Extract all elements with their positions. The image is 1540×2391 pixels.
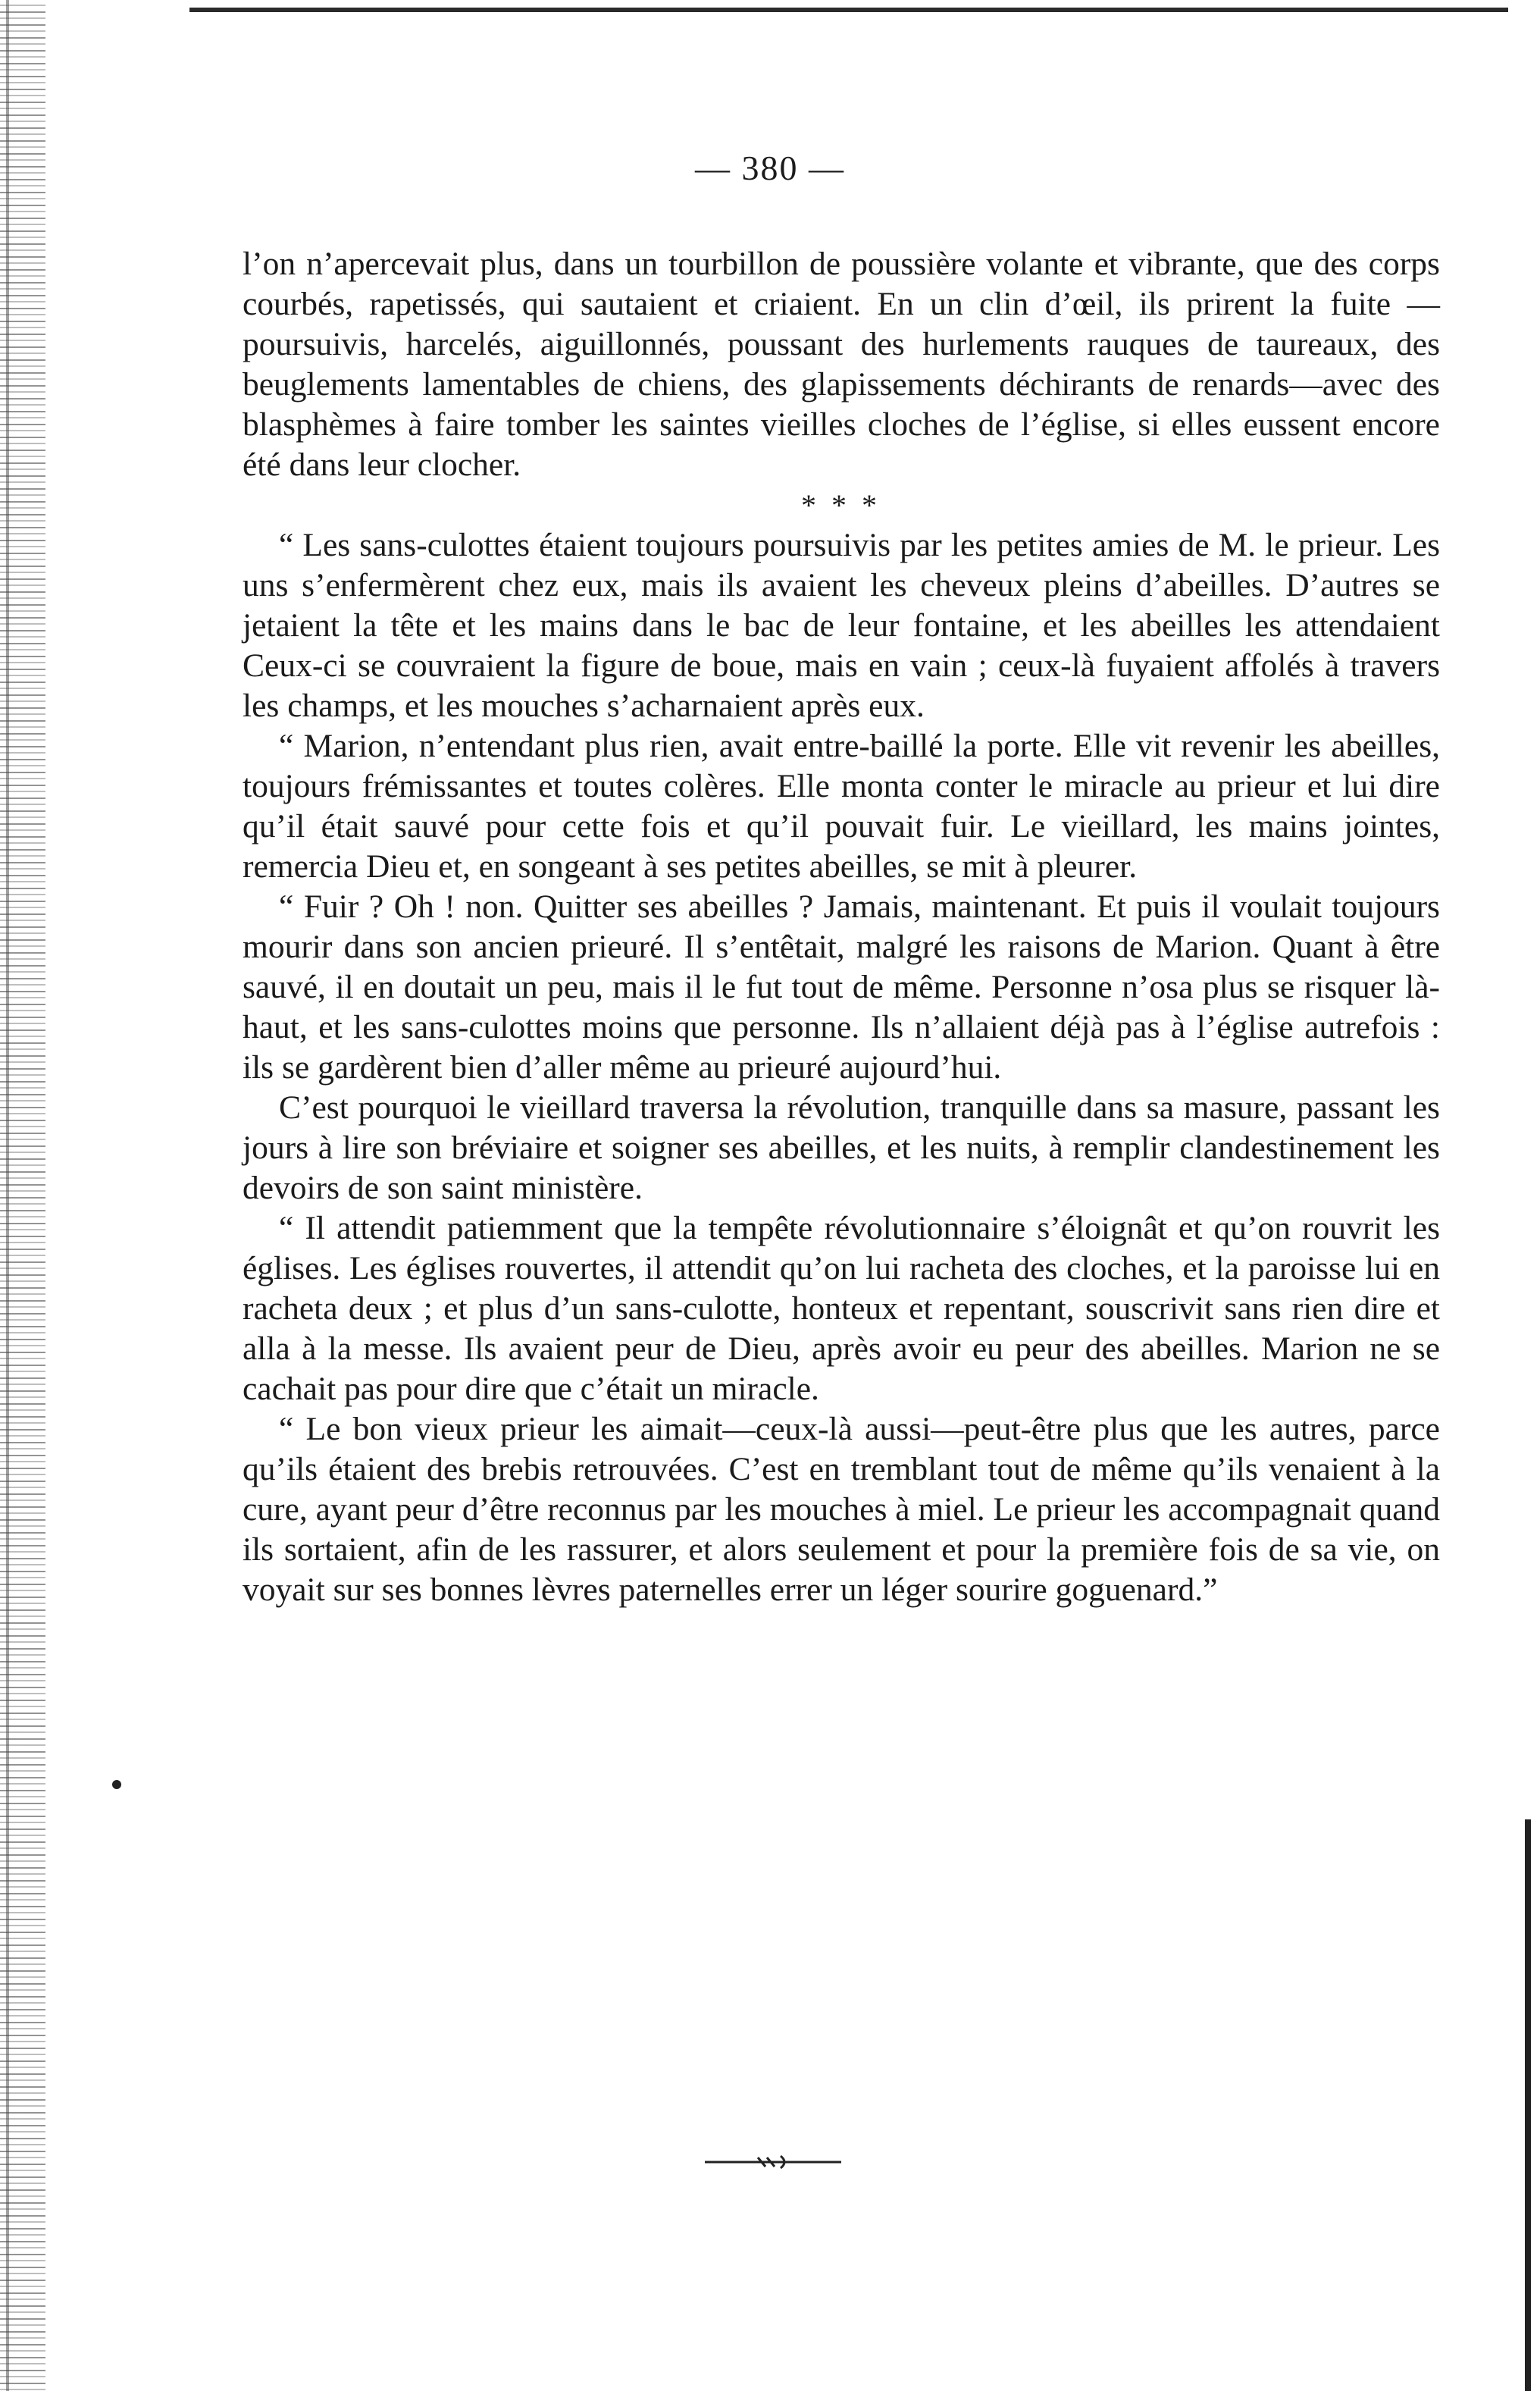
paragraph: “ Les sans-culottes étaient toujours poursuivis par les petites amies de M. le prieur. Les uns s’enfermèrent chez eux, mais ils avaient les cheveux pleins d’abeilles. D’autres se jetaient la tête et les mains dans le bac de leur fontaine, et les abeilles les attendaient Ceux-ci se couvraient la figure de boue, mais en vain ; ceux-là fuyaient affolés à travers les champs, et les mouches s’acharnaient après eux. (243, 527, 1440, 724)
scan-right-edge (1525, 1819, 1531, 2391)
paragraph: “ Il attendit patiemment que la tempête révolutionnaire s’éloignât et qu’on rouvrit les églises. Les églises rouvertes, il attendit qu’on lui racheta des cloches, et la paroisse lui en racheta deux ; et plus d’un sans-culotte, honteux et repentant, souscrivit sans rien dire et alla à la messe. Ils avaient peur de Dieu, après avoir eu peur des abeilles. Marion ne se cachait pas pour dire que c’était un miracle. (243, 1210, 1440, 1407)
paragraph: “ Marion, n’entendant plus rien, avait entre-baillé la porte. Elle vit revenir les abeilles, toujours frémissantes et toutes colères. Elle monta conter le miracle au prieur et lui dire qu’il était sauvé pour cette fois et qu’il pouvait fuir. Le vieillard, les mains jointes, remercia Dieu et, en songeant à ses petites abeilles, se mit à pleurer. (243, 728, 1440, 885)
paragraph: “ Fuir ? Oh ! non. Quitter ses abeilles ? Jamais, maintenant. Et puis il voulait toujours mourir dans son ancien prieuré. Il s’entêtait, malgré les raisons de Marion. Quant à être sauvé, il en doutait un peu, mais il le fut tout de même. Personne n’osa plus se risquer là-haut, et les sans-culottes moins que personne. Ils n’allaient déjà pas à l’église autrefois : ils se gardèrent bien d’aller même au prieuré aujourd’hui. (243, 888, 1440, 1086)
asterism-separator: * * * (800, 488, 881, 522)
scan-binding-line (6, 0, 9, 2391)
page-number: — 380 — (695, 149, 845, 187)
paragraph: C’est pourquoi le vieillard traversa la révolution, tranquille dans sa masure, passant les jours à lire son bréviaire et soigner ses abeilles, et les nuits, à remplir clandestinement les devoirs de son saint ministère. (243, 1089, 1440, 1206)
body-text (243, 244, 1440, 1610)
end-ornament (705, 2154, 841, 2170)
ink-spot (112, 1780, 121, 1789)
paragraph: “ Le bon vieux prieur les aimait—ceux-là aussi—peut-être plus que les autres, parce qu’ils étaient des brebis retrouvées. C’est en tremblant tout de même qu’ils venaient à la cure, ayant peur d’être reconnus par les mouches à miel. Le prieur les accompagnait quand ils sortaient, afin de les rassurer, et alors seulement et pour la première fois de sa vie, on voyait sur ses bonnes lèvres paternelles errer un léger sourire goguenard.” (243, 1411, 1440, 1608)
top-rule (189, 8, 1508, 12)
paragraph: l’on n’apercevait plus, dans un tourbillon de poussière volante et vibrante, que des corps courbés, rapetissés, qui sautaient et criaient. En un clin d’œil, ils prirent la fuite — poursuivis, harcelés, aiguillonnés, poussant des hurlements rauques de taureaux, des beuglements lamentables de chiens, des glapissements déchirants de renards—avec des blasphèmes à faire tomber les saintes vieilles cloches de l’église, si elles eussent encore été dans leur clocher. (243, 246, 1440, 483)
